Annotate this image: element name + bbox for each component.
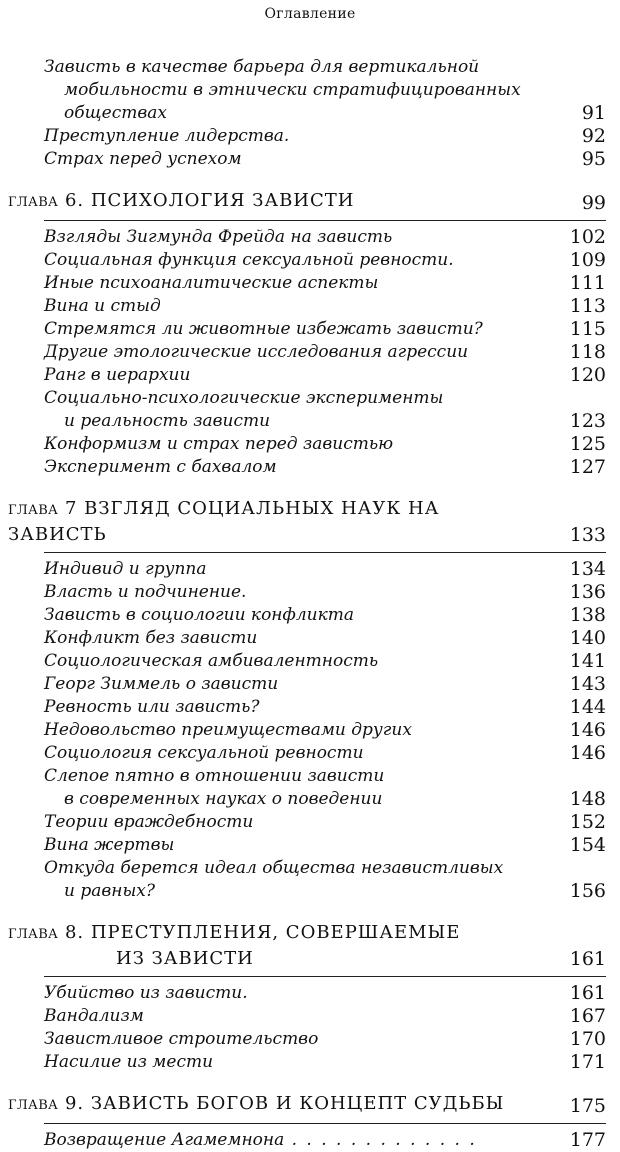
entry-title: Социальная функция сексуальной ревности. <box>44 250 454 270</box>
entry-title: Насилие из мести <box>44 1052 214 1072</box>
page-number: 175 <box>569 1095 606 1117</box>
page-number: 115 <box>569 318 606 340</box>
toc-entry <box>44 834 606 857</box>
entry-title: Завистливое строительство <box>44 1029 319 1049</box>
entry-title: Вандализм <box>44 1006 144 1026</box>
toc-entry <box>44 696 606 719</box>
page-number: 177 <box>569 1129 606 1151</box>
page-number: 134 <box>569 558 606 580</box>
divider <box>44 220 606 221</box>
toc-entry <box>44 1005 606 1028</box>
toc-entry <box>44 272 606 295</box>
page-number: 133 <box>569 524 606 546</box>
page-number: 102 <box>569 226 606 248</box>
toc-entry <box>44 719 606 742</box>
entry-title: Эксперимент с бахвалом <box>44 457 277 477</box>
page-number: 152 <box>569 811 606 833</box>
toc-entry <box>44 558 606 581</box>
entry-title: Убийство из зависти. <box>44 983 248 1003</box>
page-number: 127 <box>569 456 606 478</box>
entry-title-cont: и равных? <box>64 881 156 901</box>
page-number: 123 <box>569 410 606 432</box>
page-number: 111 <box>569 272 606 294</box>
entry-title: Ревность или зависть? <box>44 697 260 717</box>
toc-entry <box>44 650 606 673</box>
toc-entry <box>44 627 606 650</box>
toc-entry <box>44 125 606 148</box>
entry-title-cont: и реальность зависти <box>64 411 271 431</box>
toc-entry <box>44 1129 606 1152</box>
entry-title: Вина жертвы <box>44 835 175 855</box>
page-number: 144 <box>569 696 606 718</box>
toc-entry <box>44 811 606 834</box>
entry-title: Зависть в качестве барьера для вертикальной <box>44 57 480 77</box>
toc-entry <box>44 1028 606 1051</box>
toc-entry <box>44 318 606 341</box>
toc-entry <box>44 364 606 387</box>
toc-entry <box>44 581 606 604</box>
chapter-title: 8. ПРЕСТУПЛЕНИЯ, СОВЕРШАЕМЫЕ <box>64 922 461 943</box>
toc-entry <box>44 249 606 272</box>
page-number: 138 <box>569 604 606 626</box>
page-number: 167 <box>569 1005 606 1027</box>
page-number: 146 <box>569 742 606 764</box>
chapter-title: 7 ВЗГЛЯД СОЦИАЛЬНЫХ НАУК НА ЗАВИСТЬ <box>8 498 440 545</box>
entry-title: Власть и подчинение. <box>44 582 247 602</box>
entry-title-cont: обществах <box>64 103 167 123</box>
chapter-title: 6. ПСИХОЛОГИЯ ЗАВИСТИ <box>64 190 355 211</box>
entry-title: Недовольство преимуществами других <box>44 720 412 740</box>
divider <box>44 552 606 553</box>
toc-entry <box>44 982 606 1005</box>
toc-entry <box>44 742 606 765</box>
entry-title: Индивид и группа <box>44 559 207 579</box>
chapter-label: ГЛАВА <box>8 503 59 518</box>
page-number: 118 <box>569 341 606 363</box>
page-number: 161 <box>569 948 606 970</box>
entry-title: Страх перед успехом <box>44 149 242 169</box>
entry-title: Георг Зиммель о зависти <box>44 674 279 694</box>
page-number: 143 <box>569 673 606 695</box>
page-number: 91 <box>581 102 606 124</box>
page-number: 171 <box>569 1051 606 1073</box>
page-number: 92 <box>581 125 606 147</box>
chapter-heading <box>8 497 606 547</box>
entry-title-cont: в современных науках о поведении <box>64 789 383 809</box>
entry-title: Ранг в иерархии <box>44 365 191 385</box>
page-header: Оглавление <box>264 6 356 22</box>
chapter-label: ГЛАВА <box>8 1098 59 1113</box>
toc-entry <box>44 433 606 456</box>
page-number: 161 <box>569 982 606 1004</box>
toc-entry <box>44 56 606 125</box>
entry-title: Взгляды Зигмунда Фрейда на зависть <box>44 227 393 247</box>
toc-entry <box>44 673 606 696</box>
toc-entry <box>44 456 606 479</box>
toc-entry <box>44 341 606 364</box>
entry-title: Социология сексуальной ревности <box>44 743 364 763</box>
entry-title: Конфликт без зависти <box>44 628 258 648</box>
page-number: 120 <box>569 364 606 386</box>
toc-entry <box>44 857 606 903</box>
page-number: 95 <box>581 148 606 170</box>
entry-title: Социологическая амбивалентность <box>44 651 379 671</box>
toc-entry <box>44 1051 606 1074</box>
entry-title: Иные психоаналитические аспекты <box>44 273 379 293</box>
page-number: 170 <box>569 1028 606 1050</box>
entry-title: Другие этологические исследования агрессии <box>44 342 469 362</box>
page-number: 146 <box>569 719 606 741</box>
page-number: 109 <box>569 249 606 271</box>
page-number: 140 <box>569 627 606 649</box>
page-number: 148 <box>569 788 606 810</box>
page-number: 125 <box>569 433 606 455</box>
divider <box>44 1123 606 1124</box>
toc-entry <box>44 148 606 171</box>
entry-title: Конформизм и страх перед завистью <box>44 434 394 454</box>
chapter-heading <box>8 189 606 215</box>
chapter-title-cont: ИЗ ЗАВИСТИ <box>116 948 254 969</box>
entry-title: Социально-психологические эксперименты <box>44 388 444 408</box>
chapter-label: ГЛАВА <box>8 195 59 210</box>
entry-title: Преступление лидерства. <box>44 126 290 146</box>
toc-entry <box>44 387 606 433</box>
entry-title: Вина и стыд <box>44 296 161 316</box>
entry-title: Стремятся ли животные избежать зависти? <box>44 319 483 339</box>
entry-title-cont: мобильности в этнически стратифицированных <box>64 80 521 100</box>
divider <box>44 976 606 977</box>
entry-title: Возвращение Агамемнона . . . <box>44 1130 477 1150</box>
table-of-contents <box>0 56 620 1152</box>
page-number: 154 <box>569 834 606 856</box>
entry-title: Слепое пятно в отношении зависти <box>44 766 385 786</box>
page-number: 113 <box>569 295 606 317</box>
page-number: 136 <box>569 581 606 603</box>
entry-title: Откуда берется идеал общества независтливых <box>44 858 504 878</box>
page-number: 99 <box>581 192 606 214</box>
entry-title: Теории враждебности <box>44 812 254 832</box>
toc-entry <box>44 604 606 627</box>
toc-entry <box>44 765 606 811</box>
page-number: 156 <box>569 880 606 902</box>
chapter-label: ГЛАВА <box>8 927 59 942</box>
chapter-heading <box>8 1092 606 1118</box>
page-number: 141 <box>569 650 606 672</box>
toc-entry <box>44 295 606 318</box>
entry-title: Зависть в социологии конфликта <box>44 605 354 625</box>
toc-entry <box>44 226 606 249</box>
chapter-heading <box>8 921 606 971</box>
chapter-title: 9. ЗАВИСТЬ БОГОВ И КОНЦЕПТ СУДЬБЫ <box>64 1093 505 1114</box>
